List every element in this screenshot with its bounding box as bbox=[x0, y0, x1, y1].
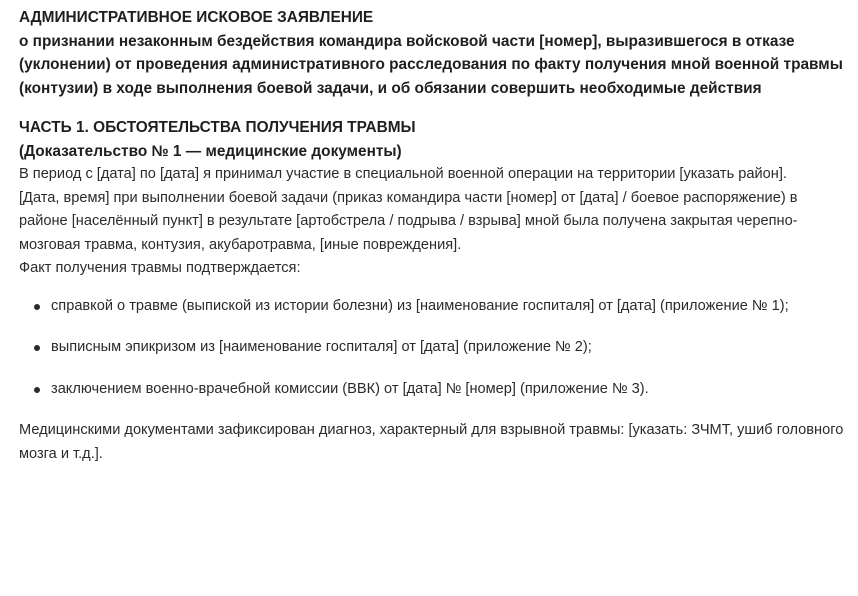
paragraph-evidence-intro: Факт получения травмы подтверждается: bbox=[19, 260, 301, 276]
list-item bbox=[19, 336, 846, 360]
document-title: АДМИНИСТРАТИВНОЕ ИСКОВОЕ ЗАЯВЛЕНИЕ bbox=[19, 9, 374, 26]
bullet-icon bbox=[34, 345, 40, 351]
paragraph-period: В период с [дата] по [дата] я принимал участие в специальной военной операции на территории [указать район]. bbox=[19, 166, 787, 182]
list-item bbox=[19, 295, 846, 319]
list-item-text: справкой о травме (выпиской из истории болезни) из [наименование госпиталя] от [дата] (приложение № 1); bbox=[51, 297, 789, 314]
section-heading: ЧАСТЬ 1. ОБСТОЯТЕЛЬСТВА ПОЛУЧЕНИЯ ТРАВМЫ bbox=[19, 119, 416, 136]
paragraph-injury-circumstances: [Дата, время] при выполнении боевой задачи (приказ командира части [номер] от [дата] / боевое распоряжение) в районе [населённый пункт] в результате [артобстрела / подрыва / взрыва] мной была получена закрытая черепно-мозговая травма, контузия, акубаротравма, [иные повреждения]. bbox=[19, 189, 798, 253]
bullet-icon bbox=[34, 304, 40, 310]
bullet-icon bbox=[34, 387, 40, 393]
evidence-list bbox=[19, 295, 846, 402]
list-item bbox=[19, 378, 846, 402]
document-subtitle: о признании незаконным бездействия командира войсковой части [номер], выразившегося в отказе (уклонении) от проведения административного расследования по факту получения мной военной травмы (контузии) в ходе выполнения боевой задачи, и об обязании совершить необходимые действия bbox=[19, 32, 843, 97]
list-item-text: выписным эпикризом из [наименование госпиталя] от [дата] (приложение № 2); bbox=[51, 339, 592, 355]
list-item-text: заключением военно-врачебной комиссии (ВВК) от [дата] № [номер] (приложение № 3). bbox=[51, 380, 649, 397]
paragraph-diagnosis: Медицинскими документами зафиксирован диагноз, характерный для взрывной травмы: [указать: ЗЧМТ, ушиб головного мозга и т.д.]. bbox=[19, 422, 844, 462]
section-subheading: (Доказательство № 1 — медицинские документы) bbox=[19, 142, 402, 160]
